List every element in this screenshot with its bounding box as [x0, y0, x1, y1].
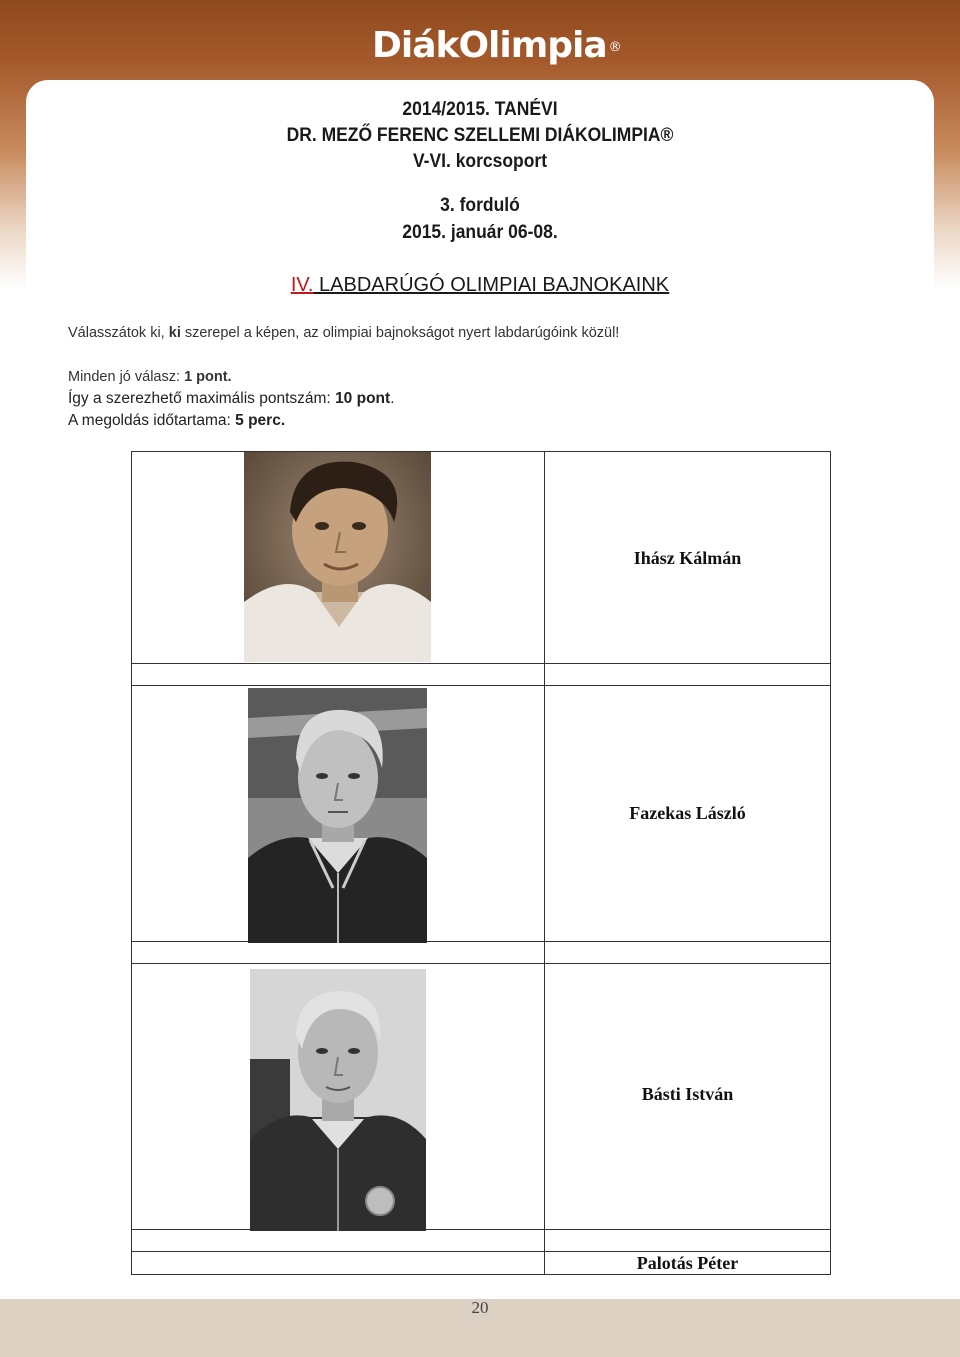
name-cell-1 [545, 452, 831, 664]
name-cell-2 [545, 686, 831, 942]
table-row [132, 686, 831, 942]
dates: 2015. január 06-08. [402, 222, 558, 243]
table-row [132, 1252, 831, 1275]
player-name: Palotás Péter [636, 1253, 739, 1273]
school-year: 2014/2015. TANÉVI [402, 99, 558, 120]
rule-max-points: Így a szerezhető maximális pontszám: 10 pont. [68, 390, 395, 407]
player-photo-2 [248, 688, 427, 943]
scoring-rules [68, 366, 395, 432]
instructions: Válasszátok ki, ki szerepel a képen, az olimpiai bajnokságot nyert labdarúgóink közül! [68, 325, 620, 341]
table-row [132, 942, 831, 964]
table-row [132, 964, 831, 1230]
player-name: Ihász Kálmán [633, 548, 742, 568]
name-cell-3 [545, 964, 831, 1230]
matching-table [131, 451, 831, 1275]
diakolimpia-logo: DiákOlimpia ® [372, 25, 621, 66]
rule-time-limit: A megoldás időtartama: 5 perc. [68, 412, 286, 429]
player-name: Fazekas László [629, 803, 746, 823]
table-row [132, 452, 831, 664]
table-row [132, 664, 831, 686]
name-cell-4 [545, 1252, 831, 1275]
rule-points-per-answer: Minden jó válasz: 1 pont. [68, 369, 232, 385]
player-photo-3 [250, 969, 426, 1231]
section-title: IV. LABDARÚGÓ OLIMPIAI BAJNOKAINK [290, 274, 670, 296]
age-group: V-VI. korcsoport [412, 151, 548, 172]
round: 3. forduló [440, 195, 520, 216]
page-number: 20 [471, 1298, 489, 1317]
table-row [132, 1230, 831, 1252]
competition-name: DR. MEZŐ FERENC SZELLEMI DIÁKOLIMPIA® [286, 125, 674, 146]
player-photo-1 [244, 452, 431, 662]
player-name: Básti István [641, 1084, 734, 1104]
